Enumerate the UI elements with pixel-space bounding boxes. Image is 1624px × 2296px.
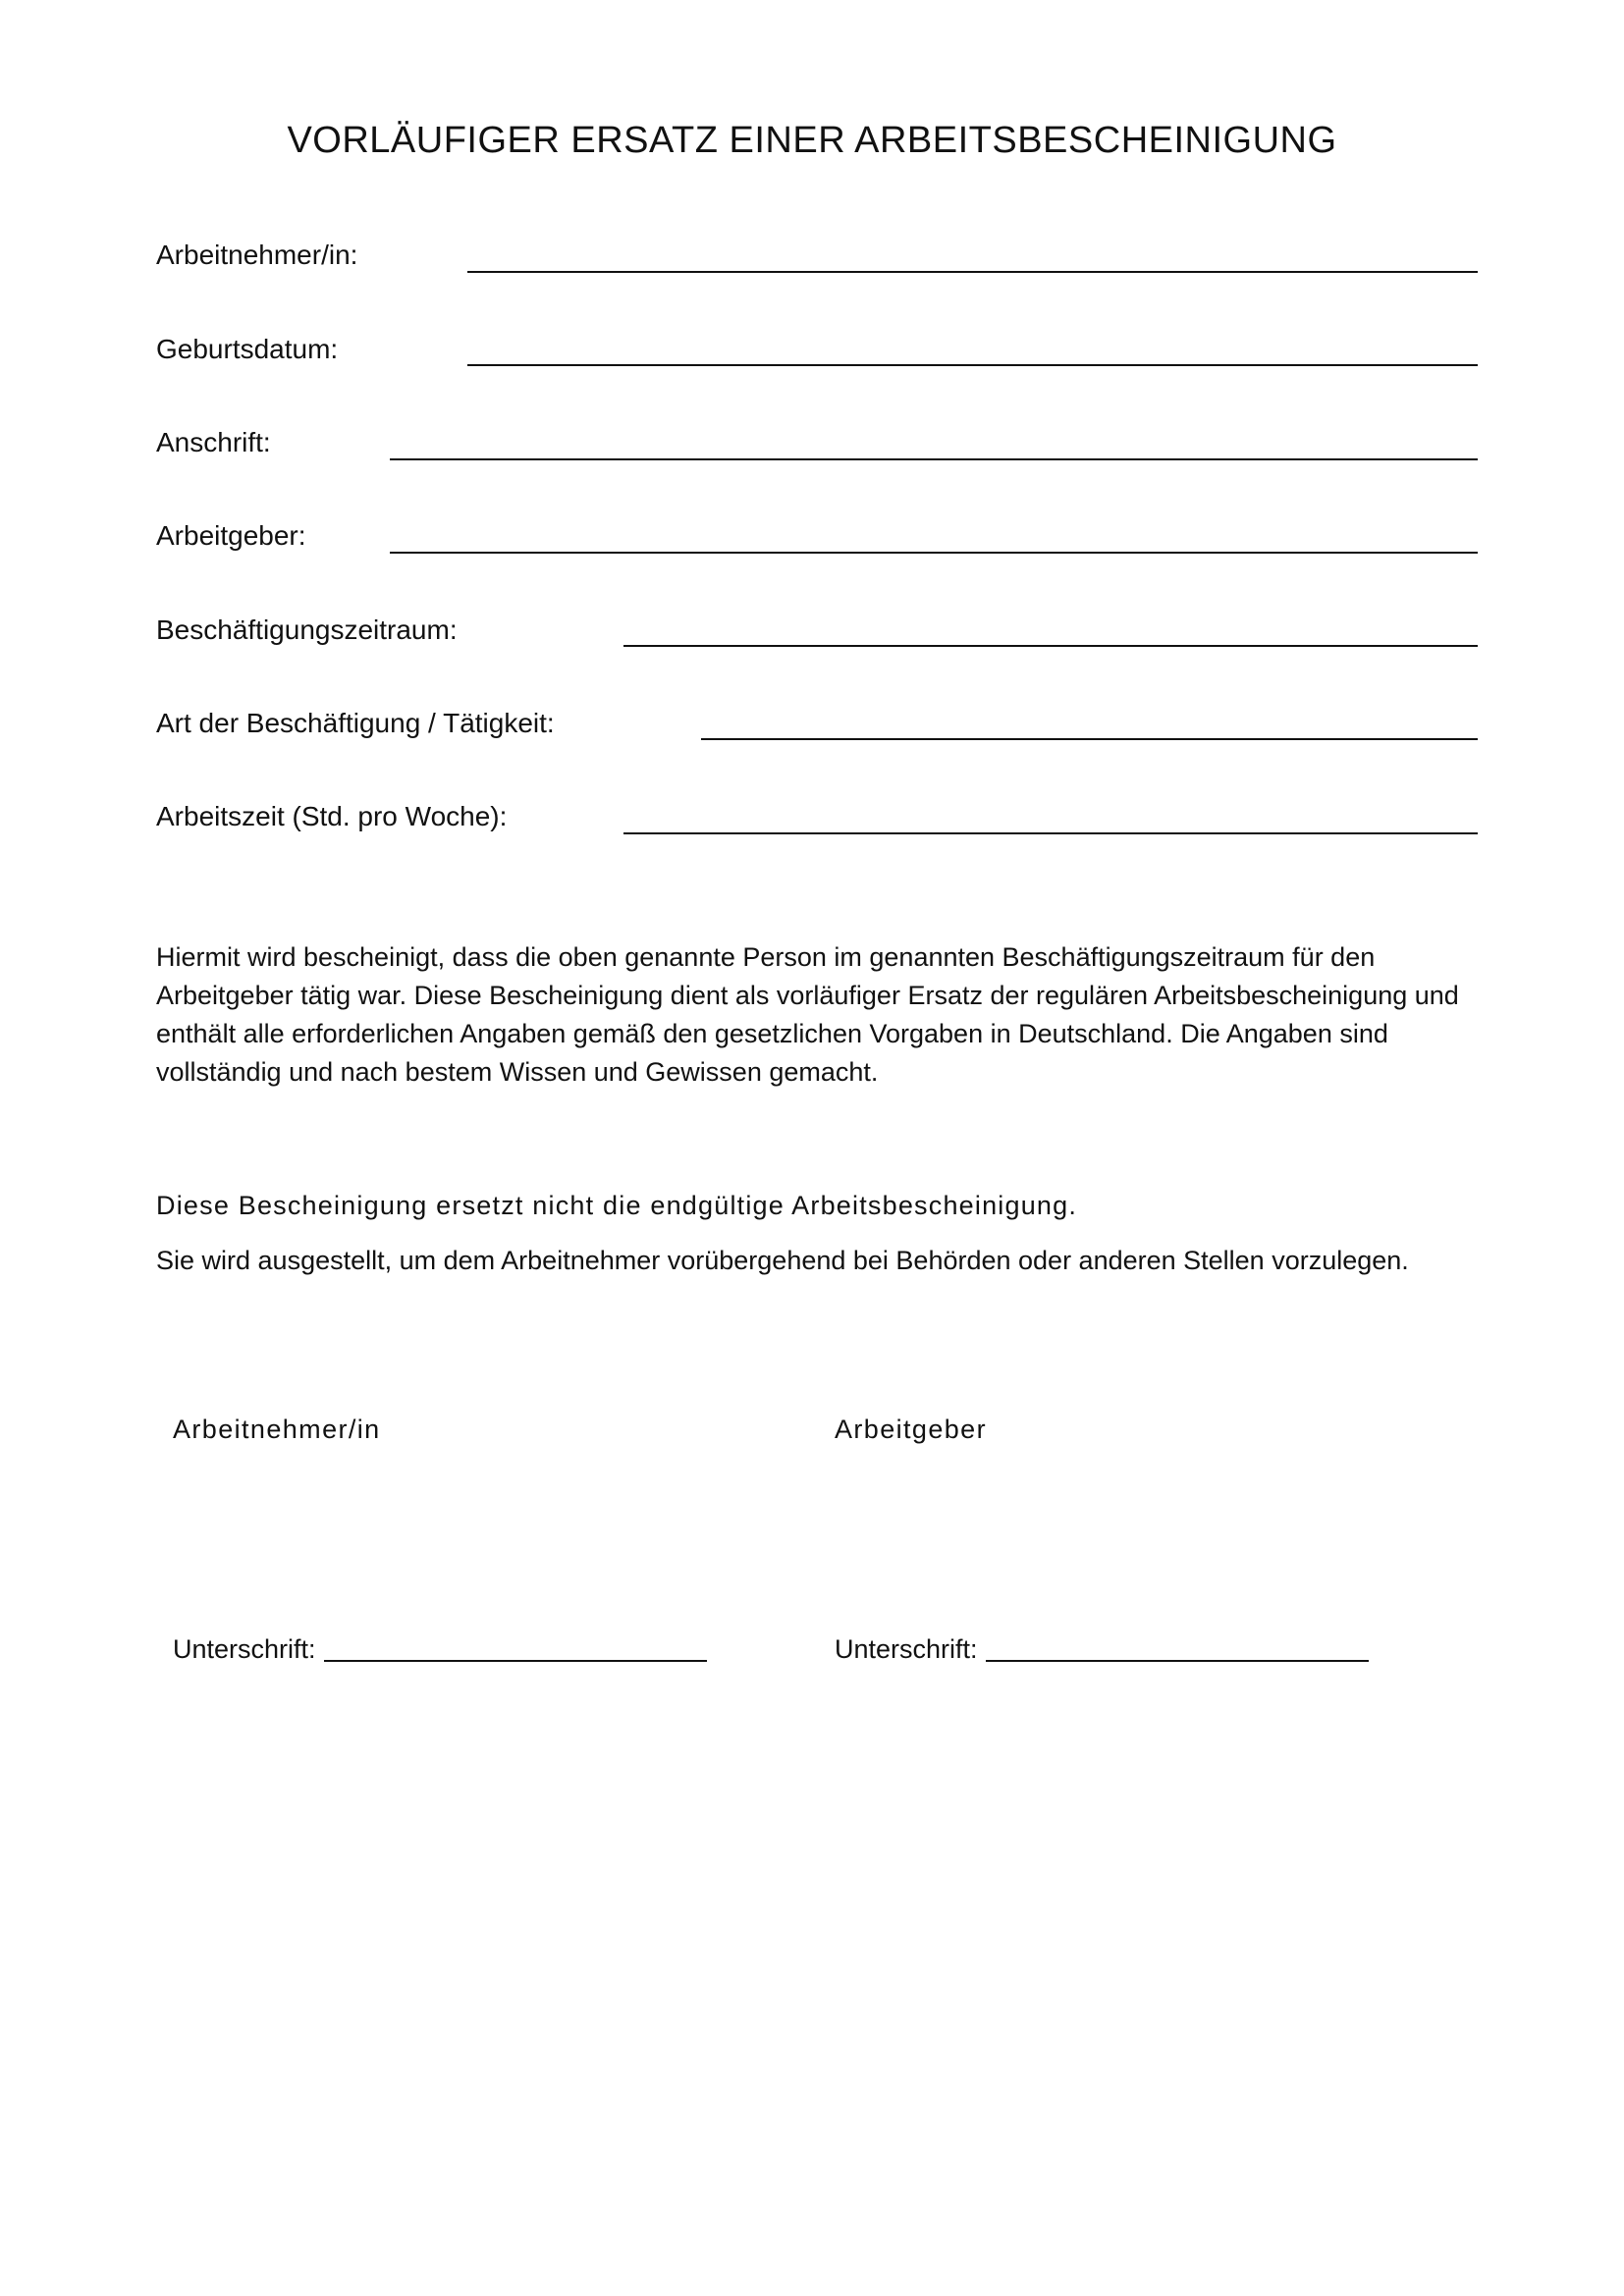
employer-signature-line[interactable] — [986, 1660, 1369, 1662]
purpose-note: Sie wird ausgestellt, um dem Arbeitnehmer vorübergehend bei Behörden oder anderen Stellen vorzulegen. — [156, 1246, 1409, 1275]
employee-signature-line[interactable] — [324, 1660, 707, 1662]
field-label-employer: Arbeitgeber: — [156, 520, 306, 551]
field-line-working-hours[interactable] — [623, 832, 1478, 834]
field-label-birthdate: Geburtsdatum: — [156, 334, 339, 364]
field-label-employment-type: Art der Beschäftigung / Tätigkeit: — [156, 708, 555, 738]
field-line-employee[interactable] — [467, 271, 1478, 273]
field-label-employment-period: Beschäftigungszeitraum: — [156, 614, 458, 645]
employee-signature-label: Unterschrift: — [173, 1634, 316, 1664]
field-label-working-hours: Arbeitszeit (Std. pro Woche): — [156, 801, 508, 831]
employer-party-label: Arbeitgeber — [835, 1415, 987, 1444]
field-label-address: Anschrift: — [156, 427, 271, 457]
field-line-employment-period[interactable] — [623, 645, 1478, 647]
field-line-birthdate[interactable] — [467, 364, 1478, 366]
field-line-address[interactable] — [390, 458, 1478, 460]
field-line-employer[interactable] — [390, 552, 1478, 554]
employee-party-label: Arbeitnehmer/in — [173, 1415, 381, 1444]
document-title: VORLÄUFIGER ERSATZ EINER ARBEITSBESCHEINIGUNG — [287, 120, 1337, 161]
employee-signature-row — [173, 1631, 707, 1667]
field-label-employee: Arbeitnehmer/in: — [156, 240, 358, 270]
employer-signature-label: Unterschrift: — [835, 1634, 978, 1664]
field-line-employment-type[interactable] — [701, 738, 1478, 740]
disclaimer-note: Diese Bescheinigung ersetzt nicht die endgültige Arbeitsbescheinigung. — [156, 1191, 1078, 1220]
employer-signature-row — [835, 1631, 1369, 1667]
certification-paragraph: Hiermit wird bescheinigt, dass die oben genannte Person im genannten Beschäftigungszeitraum für den Arbeitgeber tätig war. Diese Bescheinigung dient als vorläufiger Ersatz der regulären Arbeitsbescheinigung und enthält alle erforderlichen Angaben gemäß den gesetzlichen Vorgaben in Deutschland. Die Angaben sind vollständig und nach bestem Wissen und Gewissen gemacht. — [156, 942, 1459, 1087]
